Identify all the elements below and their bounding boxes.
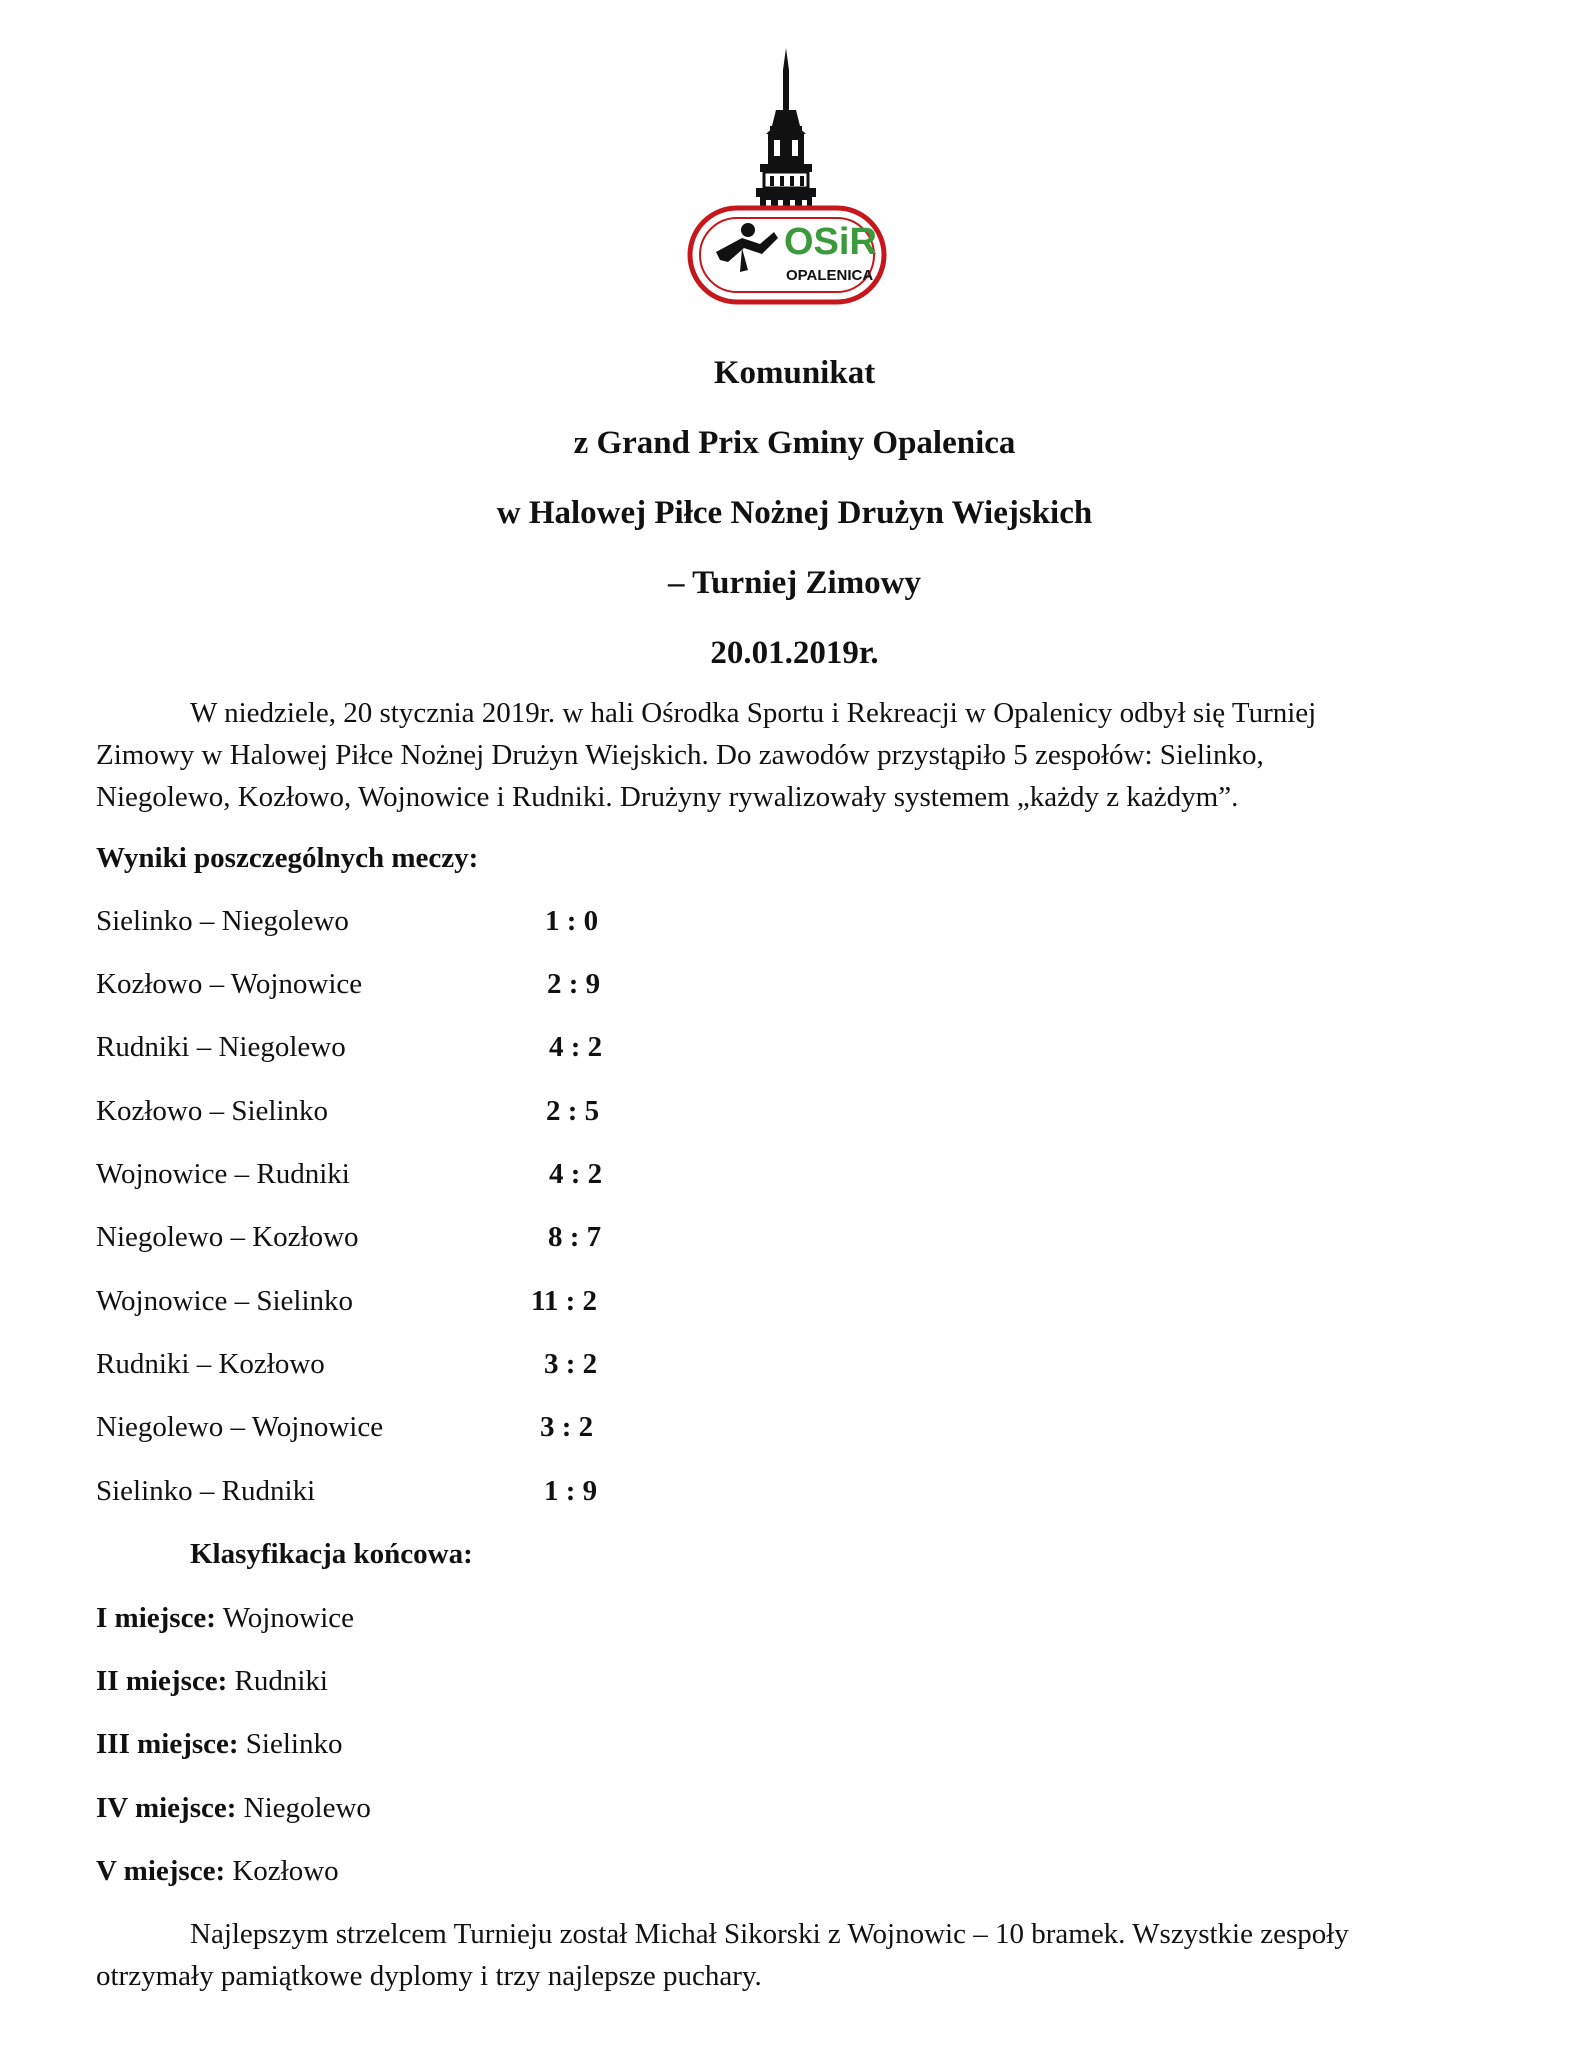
place-team: Sielinko	[245, 1728, 343, 1760]
match-row	[96, 1343, 796, 1385]
match-row	[96, 1406, 796, 1448]
match-row	[96, 1470, 796, 1512]
title-line-1: Komunikat	[713, 355, 876, 391]
place-row	[96, 1787, 371, 1829]
closing-paragraph	[96, 1913, 1496, 1997]
place-team: Kozłowo	[232, 1855, 339, 1887]
match-teams: Wojnowice – Sielinko	[96, 1285, 354, 1317]
match-teams: Rudniki – Kozłowo	[96, 1348, 325, 1380]
match-score: 8 : 7	[548, 1221, 602, 1253]
match-score: 3 : 2	[544, 1348, 598, 1380]
intro-line-2: Zimowy w Halowej Piłce Nożnej Drużyn Wiejskich. Do zawodów przystąpiło 5 zespołów: Sielinko,	[96, 739, 1264, 771]
place-label: IV miejsce:	[96, 1792, 237, 1824]
match-row	[96, 900, 796, 942]
match-row	[96, 1153, 796, 1195]
closing-line-1: Najlepszym strzelcem Turnieju został Michał Sikorski z Wojnowic – 10 bramek. Wszystkie zespoły	[190, 1918, 1349, 1950]
match-teams: Niegolewo – Kozłowo	[96, 1221, 359, 1253]
classification-heading: Klasyfikacja końcowa:	[190, 1538, 473, 1570]
place-team: Niegolewo	[243, 1792, 371, 1824]
osir-opalenica-logo	[686, 48, 888, 306]
title-line-4: – Turniej Zimowy	[667, 565, 922, 601]
match-row	[96, 1280, 796, 1322]
document-title-block	[0, 338, 1589, 688]
match-score: 4 : 2	[549, 1158, 603, 1190]
place-label: II miejsce:	[96, 1665, 228, 1697]
place-row	[96, 1597, 354, 1639]
title-line-3: w Halowej Piłce Nożnej Drużyn Wiejskich	[496, 495, 1093, 531]
match-teams: Sielinko – Niegolewo	[96, 905, 349, 937]
match-teams: Kozłowo – Wojnowice	[96, 968, 363, 1000]
match-score: 2 : 5	[546, 1095, 600, 1127]
place-label: I miejsce:	[96, 1602, 216, 1634]
logo-text: OSiR	[784, 221, 877, 263]
place-label: V miejsce:	[96, 1855, 226, 1887]
match-teams: Rudniki – Niegolewo	[96, 1031, 346, 1063]
match-score: 3 : 2	[540, 1411, 594, 1443]
match-score: 11 : 2	[531, 1285, 598, 1317]
match-teams: Niegolewo – Wojnowice	[96, 1411, 384, 1443]
place-team: Rudniki	[234, 1665, 328, 1697]
match-row	[96, 963, 796, 1005]
title-line-2: z Grand Prix Gminy Opalenica	[573, 425, 1016, 461]
match-score: 4 : 2	[549, 1031, 603, 1063]
intro-line-3: Niegolewo, Kozłowo, Wojnowice i Rudniki. Drużyny rywalizowały systemem „każdy z każdym”.	[96, 781, 1239, 813]
match-row	[96, 1216, 796, 1258]
match-score: 1 : 0	[545, 905, 599, 937]
title-date: 20.01.2019r.	[710, 635, 879, 671]
closing-line-2: otrzymały pamiątkowe dyplomy i trzy najlepsze puchary.	[96, 1960, 762, 1992]
match-row	[96, 1026, 796, 1068]
intro-paragraph	[96, 692, 1496, 818]
match-teams: Sielinko – Rudniki	[96, 1475, 316, 1507]
place-row	[96, 1660, 328, 1702]
results-heading: Wyniki poszczególnych meczy:	[96, 842, 479, 874]
intro-line-1: W niedziele, 20 stycznia 2019r. w hali Ośrodka Sportu i Rekreacji w Opalenicy odbył się Turniej	[190, 697, 1317, 729]
match-score: 1 : 9	[544, 1475, 598, 1507]
place-label: III miejsce:	[96, 1728, 239, 1760]
place-row	[96, 1723, 342, 1765]
logo-subtext: OPALENICA	[786, 267, 874, 284]
match-row	[96, 1090, 796, 1132]
match-teams: Wojnowice – Rudniki	[96, 1158, 350, 1190]
place-team: Wojnowice	[222, 1602, 355, 1634]
match-teams: Kozłowo – Sielinko	[96, 1095, 328, 1127]
match-score: 2 : 9	[547, 968, 601, 1000]
place-row	[96, 1850, 339, 1892]
